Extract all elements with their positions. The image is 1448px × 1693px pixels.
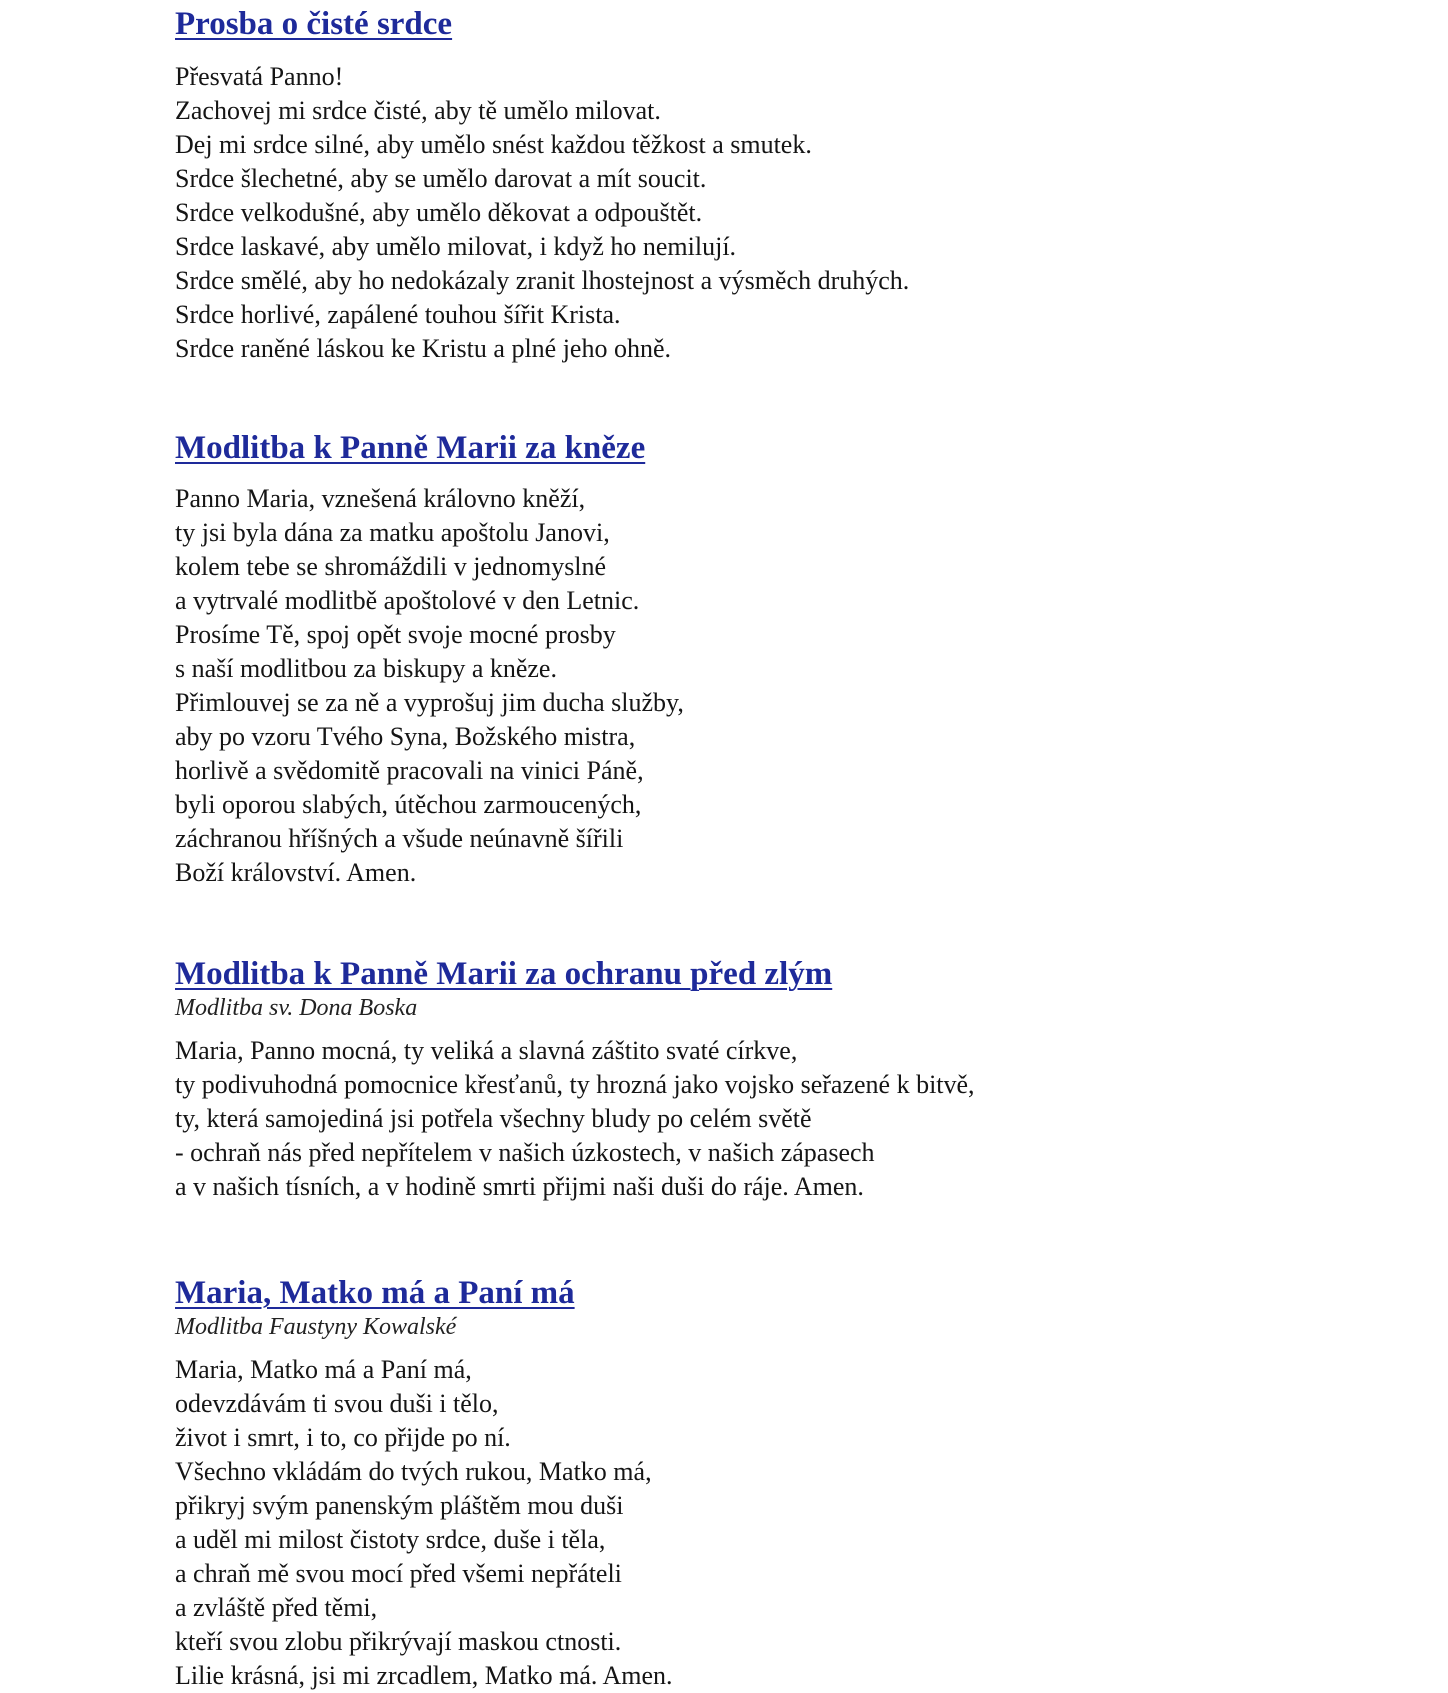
prayer-line: Srdce smělé, aby ho nedokázaly zranit lhostejnost a výsměch druhých.	[175, 266, 910, 295]
prayer-section	[175, 954, 975, 1204]
prayer-line: - ochraň nás před nepřítelem v našich úzkostech, v našich zápasech	[175, 1138, 875, 1167]
prayer-line: kteří svou zlobu přikrývají maskou ctnosti.	[175, 1627, 622, 1656]
prayer-text	[175, 482, 684, 890]
prayer-line: Panno Maria, vznešená královno kněží,	[175, 484, 586, 513]
prayer-line: Přesvatá Panno!	[175, 62, 344, 91]
prayer-subtitle: Modlitba Faustyny Kowalské	[175, 1314, 457, 1340]
prayer-line: Prosíme Tě, spoj opět svoje mocné prosby	[175, 620, 616, 649]
prayer-line: s naší modlitbou za biskupy a kněze.	[175, 654, 557, 683]
prayer-line: Maria, Matko má a Paní má,	[175, 1355, 472, 1384]
prayer-line: Srdce šlechetné, aby se umělo darovat a mít soucit.	[175, 164, 707, 193]
prayer-subtitle: Modlitba sv. Dona Boska	[175, 995, 418, 1021]
prayer-text	[175, 1034, 975, 1204]
prayer-line: odevzdávám ti svou duši i tělo,	[175, 1389, 499, 1418]
prayer-line: aby po vzoru Tvého Syna, Božského mistra,	[175, 722, 636, 751]
prayer-line: záchranou hříšných a všude neúnavně šířili	[175, 824, 624, 853]
prayer-line: ty jsi byla dána za matku apoštolu Janovi,	[175, 518, 610, 547]
prayer-line: Lilie krásná, jsi mi zrcadlem, Matko má. Amen.	[175, 1661, 673, 1690]
prayer-line: Srdce laskavé, aby umělo milovat, i když ho nemilují.	[175, 232, 737, 261]
prayer-line: a vytrvalé modlitbě apoštolové v den Letnic.	[175, 586, 640, 615]
prayer-line: a uděl mi milost čistoty srdce, duše i těla,	[175, 1525, 606, 1554]
prayer-line: Maria, Panno mocná, ty veliká a slavná záštito svaté církve,	[175, 1036, 798, 1065]
prayer-line: Dej mi srdce silné, aby umělo snést každou těžkost a smutek.	[175, 130, 812, 159]
prayer-title-link[interactable]: Maria, Matko má a Paní má	[175, 1275, 575, 1311]
prayer-title-link[interactable]: Modlitba k Panně Marii za kněze	[175, 430, 646, 466]
prayer-line: a zvláště před těmi,	[175, 1593, 378, 1622]
prayer-title-link[interactable]: Prosba o čisté srdce	[175, 6, 453, 42]
prayer-line: a chraň mě svou mocí před všemi nepřáteli	[175, 1559, 622, 1588]
prayer-title-link[interactable]: Modlitba k Panně Marii za ochranu před zlým	[175, 956, 833, 992]
prayer-line: byli oporou slabých, útěchou zarmoucených,	[175, 790, 642, 819]
prayer-line: kolem tebe se shromáždili v jednomyslné	[175, 552, 607, 581]
prayer-line: Zachovej mi srdce čisté, aby tě umělo milovat.	[175, 96, 661, 125]
prayer-text	[175, 60, 909, 366]
prayer-line: ty, která samojediná jsi potřela všechny bludy po celém světě	[175, 1104, 812, 1133]
prayer-line: Přimlouvej se za ně a vyprošuj jim ducha služby,	[175, 688, 684, 717]
prayer-line: Srdce horlivé, zapálené touhou šířit Krista.	[175, 300, 621, 329]
prayer-line: ty podivuhodná pomocnice křesťanů, ty hrozná jako vojsko seřazené k bitvě,	[175, 1070, 975, 1099]
prayer-text	[175, 1353, 672, 1693]
prayer-line: přikryj svým panenským pláštěm mou duši	[175, 1491, 624, 1520]
prayer-line: život i smrt, i to, co přijde po ní.	[175, 1423, 511, 1452]
prayer-line: Srdce velkodušné, aby umělo děkovat a odpouštět.	[175, 198, 703, 227]
prayer-line: Všechno vkládám do tvých rukou, Matko má,	[175, 1457, 652, 1486]
prayer-section	[175, 4, 909, 366]
prayer-line: a v našich tísních, a v hodině smrti přijmi naši duši do ráje. Amen.	[175, 1172, 864, 1201]
prayer-line: Boží království. Amen.	[175, 858, 417, 887]
prayer-line: Srdce raněné láskou ke Kristu a plné jeho ohně.	[175, 334, 672, 363]
prayer-line: horlivě a svědomitě pracovali na vinici Páně,	[175, 756, 644, 785]
prayer-section	[175, 1273, 672, 1693]
prayer-section	[175, 428, 684, 890]
